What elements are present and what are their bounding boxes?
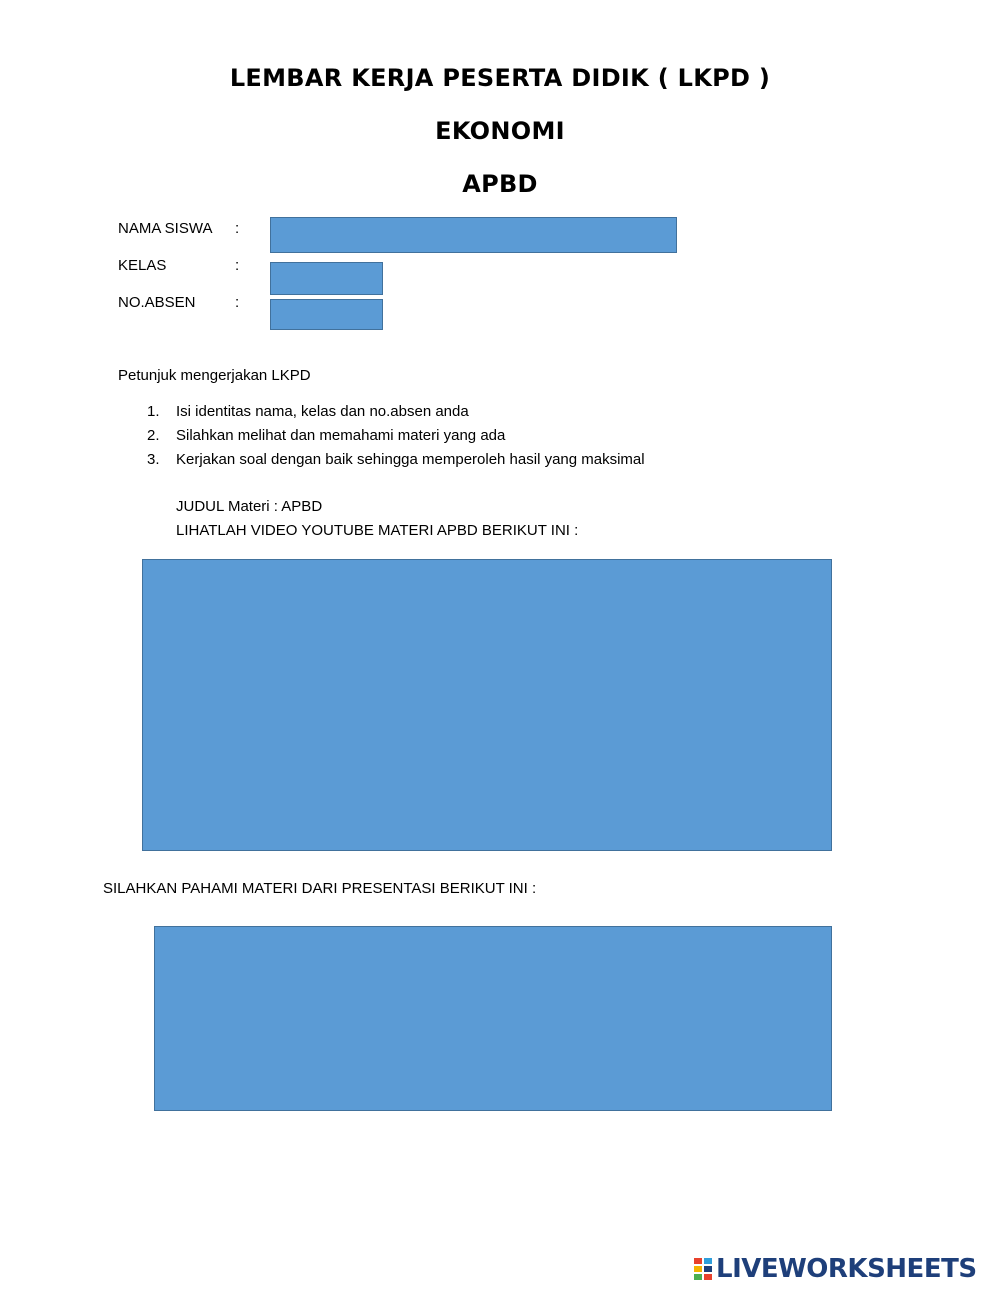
- class-colon: :: [235, 257, 240, 274]
- liveworksheets-logo-icon: [693, 1257, 713, 1281]
- name-label: NAMA SISWA: [118, 220, 213, 237]
- absen-input[interactable]: [270, 299, 383, 330]
- material-title: JUDUL Materi : APBD: [176, 498, 323, 515]
- list-item-number: 3.: [147, 451, 160, 468]
- video-prompt: LIHATLAH VIDEO YOUTUBE MATERI APBD BERIKUT INI :: [176, 522, 579, 539]
- class-label: KELAS: [118, 257, 167, 274]
- list-item-number: 2.: [147, 427, 160, 444]
- worksheet-title: LEMBAR KERJA PESERTA DIDIK ( LKPD ): [229, 64, 771, 92]
- absen-label: NO.ABSEN: [118, 294, 196, 311]
- liveworksheets-logo: [693, 1255, 977, 1283]
- list-item-number: 1.: [147, 403, 160, 420]
- subject-title: EKONOMI: [435, 117, 565, 145]
- list-item: Kerjakan soal dengan baik sehingga memperoleh hasil yang maksimal: [176, 451, 645, 468]
- list-item: Silahkan melihat dan memahami materi yang ada: [176, 427, 506, 444]
- instructions-heading: Petunjuk mengerjakan LKPD: [118, 367, 311, 384]
- list-item: Isi identitas nama, kelas dan no.absen anda: [176, 403, 469, 420]
- video-embed[interactable]: [142, 559, 832, 851]
- absen-colon: :: [235, 294, 240, 311]
- brand-name: LIVEWORKSHEETS: [716, 1254, 977, 1284]
- presentation-embed[interactable]: [154, 926, 832, 1111]
- class-input[interactable]: [270, 262, 383, 295]
- presentation-prompt: SILAHKAN PAHAMI MATERI DARI PRESENTASI BERIKUT INI :: [103, 880, 537, 897]
- name-input[interactable]: [270, 217, 677, 253]
- topic-title: APBD: [462, 170, 538, 198]
- name-colon: :: [235, 220, 240, 237]
